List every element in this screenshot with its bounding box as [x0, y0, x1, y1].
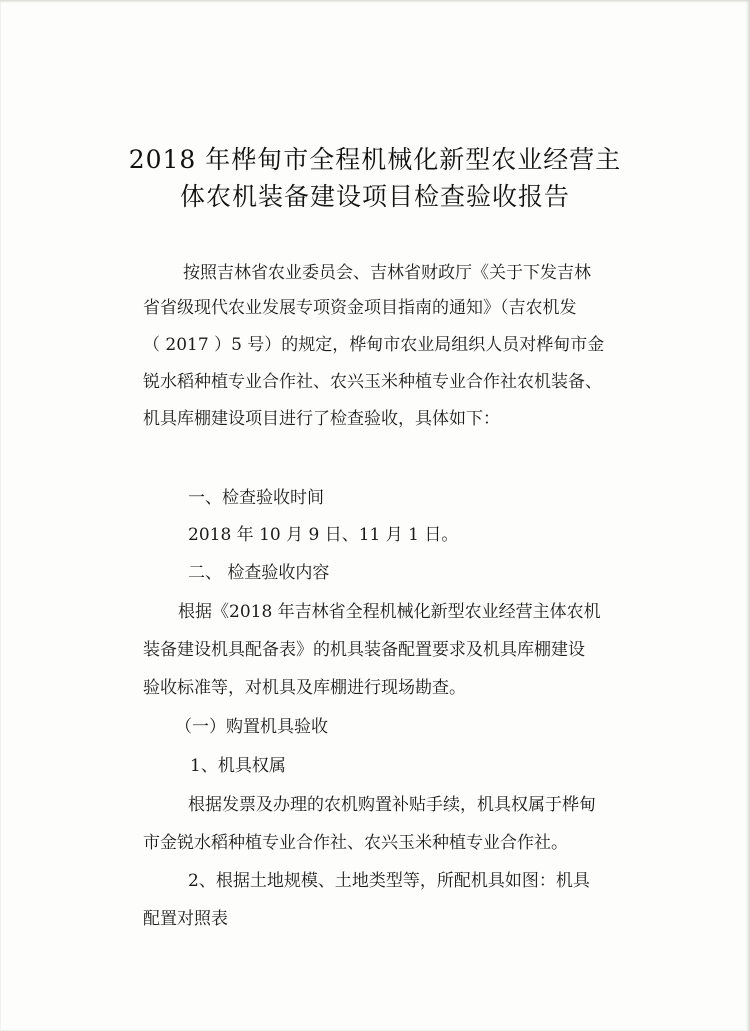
body-line: 锐水稻种植专业合作社、农兴玉米种植专业合作社农机装备、: [143, 372, 602, 392]
item-heading: 1、机具权属: [190, 756, 286, 776]
body-line: 根据《2018 年吉林省全程机械化新型农业经营主体农机: [178, 602, 601, 622]
section-heading-2: 二、 检查验收内容: [188, 563, 330, 583]
title-line-1: 2018 年桦甸市全程机械化新型农业经营主: [128, 145, 622, 174]
body-line: 配置对照表: [143, 909, 228, 929]
body-line: 装备建设机具配备表》的机具装备配置要求及机具库棚建设: [143, 640, 585, 660]
body-line: 按照吉林省农业委员会、吉林省财政厅《关于下发吉林: [183, 263, 591, 283]
subsection-heading: （一）购置机具验收: [175, 717, 328, 737]
body-line: 市金锐水稻种植专业合作社、农兴玉米种植专业合作社。: [143, 833, 568, 853]
title-line-2: 体农机装备建设项目检查验收报告: [179, 182, 570, 211]
body-line: 机具库棚建设项目进行了检查验收，具体如下：: [143, 409, 500, 429]
body-line: 省省级现代农业发展专项资金项目指南的通知》（吉农机发: [143, 298, 577, 318]
body-line: 2018 年 10 月 9 日、11 月 1 日。: [188, 525, 459, 545]
body-line: 根据发票及办理的农机购置补贴手续，机具权属于桦甸: [188, 795, 596, 815]
body-line: 2、根据土地规模、土地类型等，所配机具如图：机具: [188, 871, 590, 891]
body-line: （ 2017 ）5 号）的规定，桦甸市农业局组织人员对桦甸市金: [143, 335, 605, 355]
body-line: 验收标准等，对机具及库棚进行现场勘查。: [143, 678, 466, 698]
section-heading-1: 一、检查验收时间: [188, 488, 324, 508]
scan-edge-top: [0, 0, 750, 3]
